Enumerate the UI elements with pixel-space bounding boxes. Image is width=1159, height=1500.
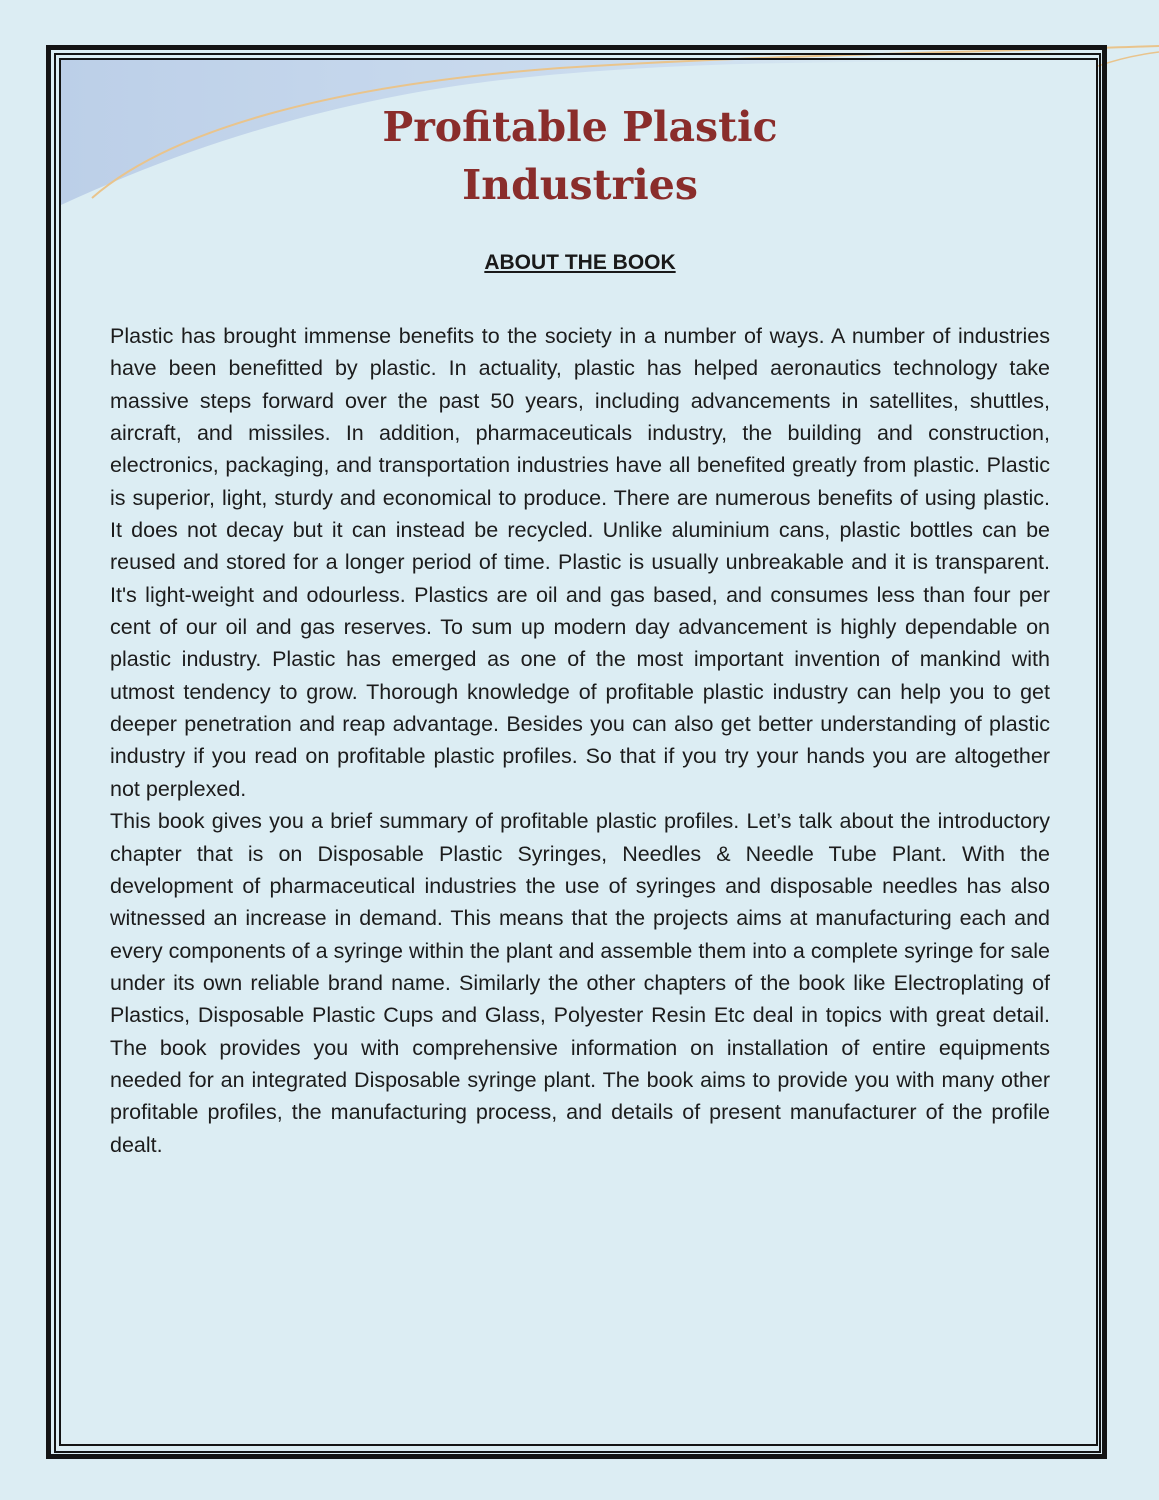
paragraph-1: Plastic has brought immense benefits to the society in a number of ways. A number of industries have been benefitted by plastic. In actuality, plastic has helped aeronautics technology take massive steps forward over the past 50 years, including advancements in satellites, shuttles, aircraft, and missiles. In addition, pharmaceuticals industry, the building and construction, electronics, packaging, and transportation industries have all benefited greatly from plastic. Plastic is superior, light, sturdy and economical to produce. There are numerous benefits of using plastic. It does not decay but it can instead be recycled. Unlike aluminium cans, plastic bottles can be reused and stored for a longer period of time. Plastic is usually unbreakable and it is transparent. It's light-weight and odourless. Plastics are oil and gas based, and consumes less than four per cent of our oil and gas reserves. To sum up modern day advancement is highly dependable on plastic industry. Plastic has emerged as one of the most important invention of mankind with utmost tendency to grow. Thorough knowledge of profitable plastic industry can help you to get deeper penetration and reap advantage. Besides you can also get better understanding of plastic industry if you read on profitable plastic profiles. So that if you try your hands you are altogether not perplexed. <box>110 324 1050 801</box>
section-heading: ABOUT THE BOOK <box>484 251 676 274</box>
body-text <box>110 320 1050 1161</box>
paragraph-2: This book gives you a brief summary of profitable plastic profiles. Let’s talk about the introductory chapter that is on Disposable Plastic Syringes, Needles & Needle Tube Plant. With the development of pharmaceutical industries the use of syringes and disposable needles has also witnessed an increase in demand. This means that the projects aims at manufacturing each and every components of a syringe within the plant and assemble them into a complete syringe for sale under its own reliable brand name. Similarly the other chapters of the book like Electroplating of Plastics, Disposable Plastic Cups and Glass, Polyester Resin Etc deal in topics with great detail. The book provides you with comprehensive information on installation of entire equipments needed for an integrated Disposable syringe plant. The book aims to provide you with many other profitable profiles, the manufacturing process, and details of present manufacturer of the profile dealt. <box>110 809 1050 1157</box>
book-title-line-1: Profitable Plastic <box>382 103 778 151</box>
book-title-line-2: Industries <box>462 161 698 209</box>
book-title <box>300 98 860 214</box>
